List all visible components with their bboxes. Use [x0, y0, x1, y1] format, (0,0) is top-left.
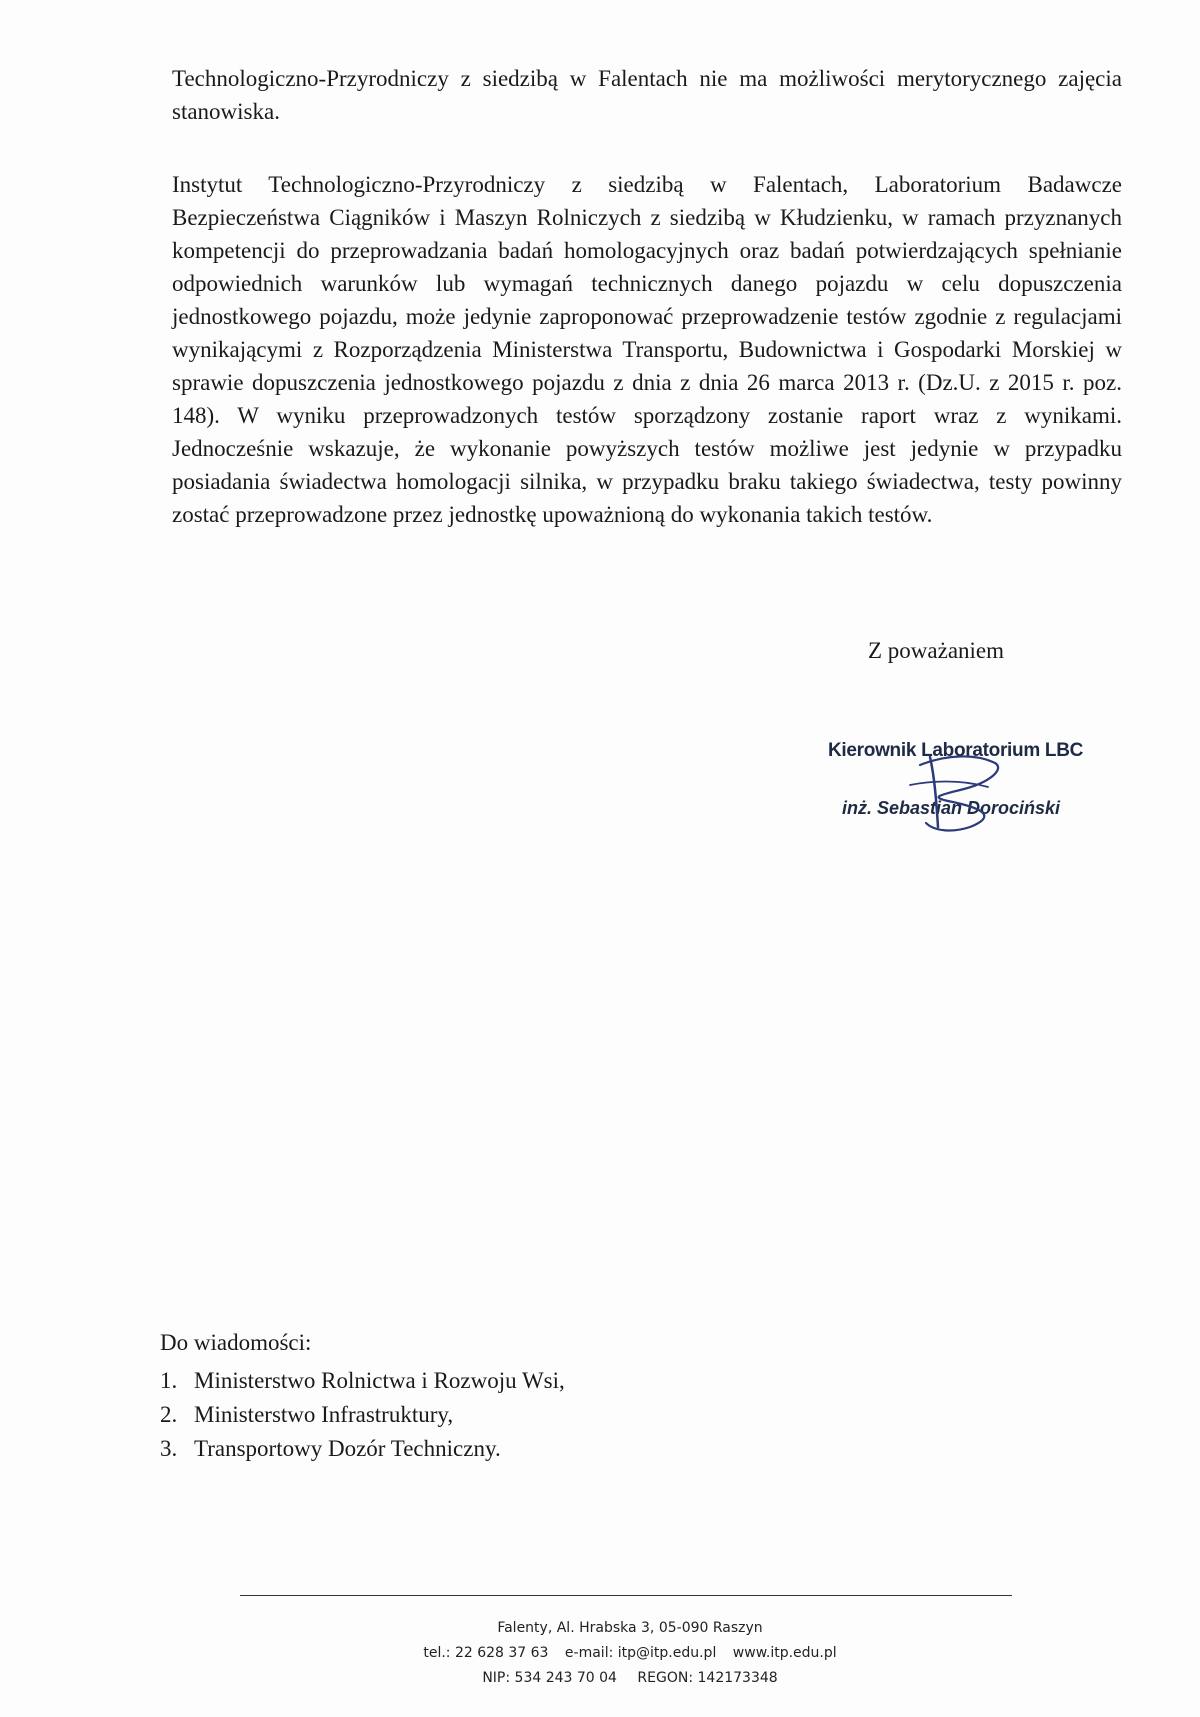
cc-item-number: 2. [160, 1402, 178, 1427]
cc-item [160, 1398, 565, 1432]
footer-divider [240, 1595, 1012, 1596]
footer-regon: REGON: 142173348 [637, 1670, 778, 1686]
cc-item [160, 1364, 565, 1398]
cc-item-text: Ministerstwo Infrastruktury, [194, 1402, 454, 1427]
handwritten-signature [900, 735, 1020, 845]
footer-email: e-mail: itp@itp.edu.pl [564, 1645, 717, 1661]
cc-item [160, 1432, 565, 1466]
stamp-name: inż. Sebastian Dorociński [842, 798, 1061, 818]
cc-item-number: 1. [160, 1368, 178, 1393]
cc-list [160, 1364, 565, 1466]
stamp-title: Kierownik Laboratorium LBC [828, 740, 1084, 761]
footer-address: Falenty, Al. Hrabska 3, 05-090 Raszyn [497, 1620, 763, 1636]
cc-item-text: Transportowy Dozór Techniczny. [194, 1436, 501, 1461]
footer-tel: tel.: 22 628 37 63 [423, 1645, 549, 1661]
footer-contact [300, 1641, 960, 1666]
footer-web: www.itp.edu.pl [732, 1645, 837, 1661]
cc-item-number: 3. [160, 1436, 178, 1461]
footer-nip: NIP: 534 243 70 04 [482, 1670, 617, 1686]
paragraph-intro: Technologiczno-Przyrodniczy z siedzibą w Falentach nie ma możliwości merytorycznego zajęcia stanowiska. [172, 66, 1122, 124]
cc-title: Do wiadomości: [160, 1330, 312, 1355]
footer [300, 1616, 960, 1691]
cc-item-text: Ministerstwo Rolnictwa i Rozwoju Wsi, [194, 1368, 565, 1393]
closing-salutation: Z poważaniem [868, 638, 1005, 663]
cc-block [160, 1330, 565, 1466]
paragraph-main: Instytut Technologiczno-Przyrodniczy z siedzibą w Falentach, Laboratorium Badawcze Bezpieczeństwa Ciągników i Maszyn Rolniczych z siedzibą w Kłudzienku, w ramach przyznanych kompetencji do przeprowadzania badań homologacyjnych oraz badań potwierdzających spełnianie odpowiednich warunków lub wymagań technicznych danego pojazdu w celu dopuszczenia jednostkowego pojazdu, może jedynie zaproponować przeprowadzenie testów zgodnie z regulacjami wynikającymi z Rozporządzenia Ministerstwa Transportu, Budownictwa i Gospodarki Morskiej w sprawie dopuszczenia jednostkowego pojazdu z dnia z dnia 26 marca 2013 r. (Dz.U. z 2015 r. poz. 148). W wyniku przeprowadzonych testów sporządzony zostanie raport wraz z wynikami. Jednocześnie wskazuje, że wykonanie powyższych testów możliwe jest jedynie w przypadku posiadania świadectwa homologacji silnika, w przypadku braku takiego świadectwa, testy powinny zostać przeprowadzone przez jednostkę upoważnioną do wykonania takich testów. [172, 172, 1122, 527]
footer-registry [300, 1666, 960, 1691]
